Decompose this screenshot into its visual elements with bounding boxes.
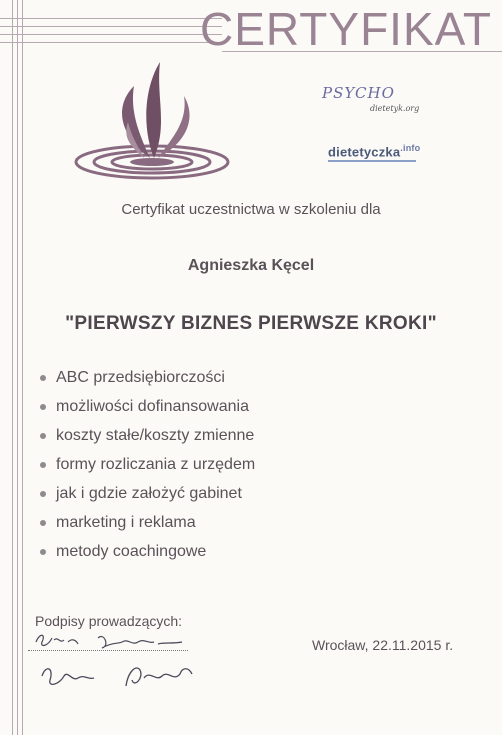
- bullet-icon: [40, 404, 46, 410]
- border-line-vertical: [17, 0, 18, 735]
- psycho-logo-subtext: dietetyk.org: [370, 104, 420, 113]
- certificate-intro-text: Certyfikat uczestnictwa w szkoleniu dla: [121, 201, 381, 218]
- border-line-vertical: [22, 0, 23, 735]
- bullet-icon: [40, 491, 46, 497]
- participant-name: Agnieszka Kęcel: [187, 257, 315, 274]
- date-place: Wrocław, 22.11.2015 r.: [312, 637, 454, 653]
- bullet-icon: [40, 462, 46, 468]
- bullet-icon: [40, 433, 46, 439]
- bullet-icon: [40, 520, 46, 526]
- topic-item: marketing i reklama: [40, 508, 255, 537]
- flame-ripple-logo: [72, 58, 232, 188]
- psycho-dietetyk-logo: [322, 82, 422, 122]
- border-line-horizontal: [0, 42, 222, 43]
- certificate-title: CERTYFIKAT: [200, 3, 492, 55]
- border-line-horizontal: [0, 34, 222, 35]
- signatures-label: Podpisy prowadzących:: [35, 613, 183, 629]
- border-line-horizontal: [0, 18, 222, 19]
- topic-item: jak i gdzie założyć gabinet: [40, 479, 255, 508]
- handwritten-signatures: [32, 628, 202, 698]
- dietetyczka-logo: [328, 143, 420, 159]
- border-line-horizontal: [0, 26, 222, 27]
- topic-item: możliwości dofinansowania: [40, 392, 255, 421]
- dietetyczka-logo-text: dietetyczka: [328, 144, 401, 160]
- topic-item: formy rozliczania z urzędem: [40, 450, 255, 479]
- topics-list: [40, 363, 255, 566]
- topic-item: ABC przedsiębiorczości: [40, 363, 255, 392]
- course-title: "PIERWSZY BIZNES PIERWSZE KROKI": [65, 313, 437, 334]
- dietetyczka-logo-suffix: .info: [400, 143, 421, 153]
- topic-item: metody coachingowe: [40, 537, 255, 566]
- bullet-icon: [40, 549, 46, 555]
- bullet-icon: [40, 375, 46, 381]
- dietetyczka-logo-underline: [328, 160, 416, 162]
- topic-item: koszty stałe/koszty zmienne: [40, 421, 255, 450]
- psycho-logo-text: PSYCHO: [322, 84, 395, 102]
- border-line-vertical: [12, 0, 13, 735]
